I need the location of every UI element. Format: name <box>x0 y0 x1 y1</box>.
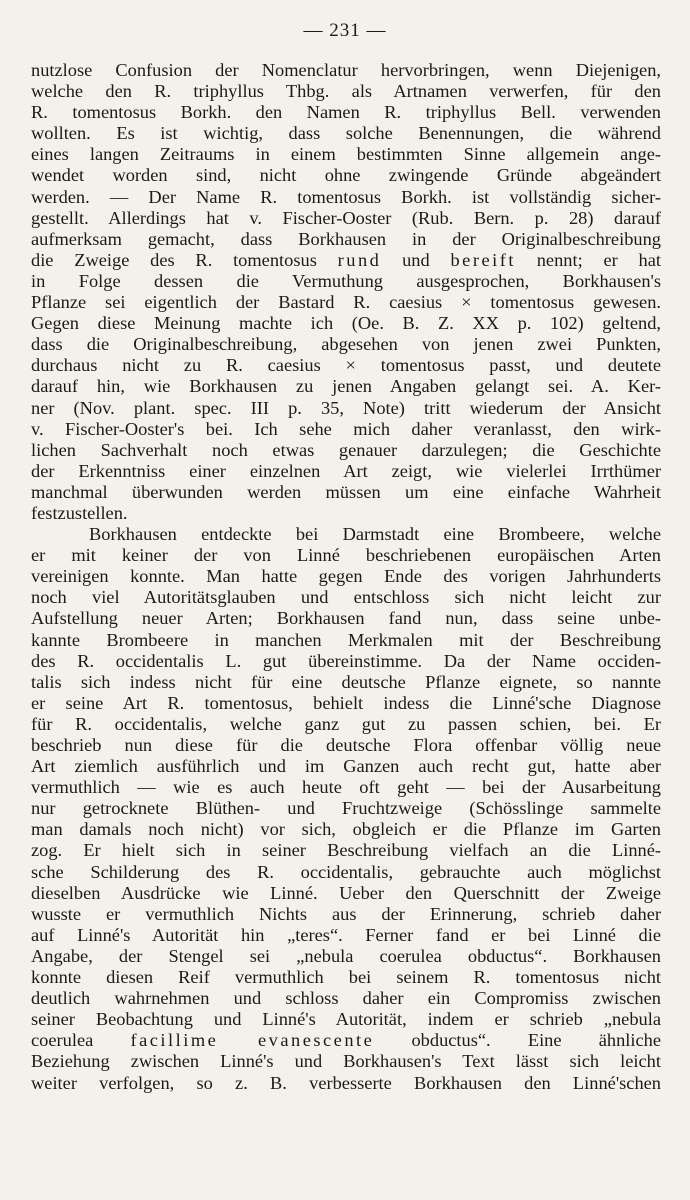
text-run: darauf hin, wie Borkhausen zu jenen Angaben gelangt sei. A. Ker- <box>31 376 661 397</box>
text-line <box>31 819 661 840</box>
text-run: Art ziemlich ausführlich und im Ganzen auch recht gut, hatte aber <box>31 756 661 777</box>
text-run: konnte diesen Reif vermuthlich bei seinem R. tomentosus nicht <box>31 967 661 988</box>
text-run: vereinigen konnte. Man hatte gegen Ende des vorigen Jahrhunderts <box>31 566 661 587</box>
text-run: lichen Sachverhalt noch etwas genauer darzulegen; die Geschichte <box>31 439 661 460</box>
text-line <box>31 271 661 292</box>
spaced-emphasis: rund <box>337 249 382 270</box>
text-line <box>31 376 661 397</box>
text-run: kannte Brombeere in manchen Merkmalen mit der Beschreibung <box>31 629 661 650</box>
text-line <box>31 229 661 250</box>
text-run: manchmal überwunden werden müssen um eine einfache Wahrheit <box>31 481 661 502</box>
text-run: wusste er vermuthlich Nichts aus der Erinnerung, schrieb daher <box>31 903 661 924</box>
text-run: festzustellen. <box>31 502 128 523</box>
text-line <box>31 988 661 1009</box>
text-run: Aufstellung neuer Arten; Borkhausen fand nun, dass seine unbe- <box>31 608 661 629</box>
text-line <box>31 566 661 587</box>
spaced-emphasis: bereift <box>450 249 516 270</box>
text-run: er mit keiner der von Linné beschriebenen europäischen Arten <box>31 545 661 566</box>
text-line <box>31 123 661 144</box>
text-line <box>31 102 661 123</box>
text-line <box>31 60 661 81</box>
text-line <box>31 630 661 651</box>
text-run: werden. — Der Name R. tomentosus Borkh. ist vollständig sicher- <box>31 186 661 207</box>
text-line <box>31 1073 661 1094</box>
text-run: Borkhausen entdeckte bei Darmstadt eine Brombeere, welche <box>89 524 661 545</box>
text-line <box>31 1009 661 1030</box>
text-line <box>31 1051 661 1072</box>
text-run: vermuthlich — wie es auch heute oft geht — bei der Ausarbeitung <box>31 777 661 798</box>
text-run: dieselben Ausdrücke wie Linné. Ueber den Querschnitt der Zweige <box>31 882 661 903</box>
text-run: talis sich indess nicht für eine deutsche Pflanze eignete, so nannte <box>31 671 661 692</box>
text-line <box>31 967 661 988</box>
text-line <box>31 672 661 693</box>
text-line <box>31 165 661 186</box>
page-number: — 231 — <box>303 20 387 41</box>
text-line <box>31 862 661 883</box>
text-run: auf Linné's Autorität hin „teres“. Ferner fand er bei Linné die <box>31 924 661 945</box>
text-run: man damals noch nicht) vor sich, obgleich er die Pflanze im Garten <box>31 819 661 840</box>
text-run: obductus“. Eine ähnliche <box>374 1030 661 1051</box>
text-line <box>31 313 661 334</box>
text-run: dass die Originalbeschreibung, abgesehen von jenen zwei Punkten, <box>31 334 661 355</box>
text-run: coerulea <box>31 1030 131 1051</box>
text-run: ner (Nov. plant. spec. III p. 35, Note) tritt wiederum der Ansicht <box>31 397 661 418</box>
text-line <box>31 187 661 208</box>
text-run: weiter verfolgen, so z. B. verbesserte Borkhausen den Linné'schen <box>31 1072 661 1093</box>
text-run: gestellt. Allerdings hat v. Fischer-Ooster (Rub. Bern. p. 28) darauf <box>31 207 661 228</box>
text-run: beschrieb nun diese für die deutsche Flora offenbar völlig neue <box>31 735 661 755</box>
text-line <box>31 419 661 440</box>
text-run: in Folge dessen die Vermuthung ausgesprochen, Borkhausen's <box>31 270 661 291</box>
text-run: aufmerksam gemacht, dass Borkhausen in der Originalbeschreibung <box>31 228 661 249</box>
text-line <box>31 693 661 714</box>
text-line <box>31 904 661 925</box>
text-line <box>31 946 661 967</box>
text-run: nur getrocknete Blüthen- und Fruchtzweige (Schösslinge sammelte <box>31 798 661 819</box>
text-run: eines langen Zeitraums in einem bestimmten Sinne allgemein ange- <box>31 144 661 165</box>
text-run: und <box>381 249 451 270</box>
text-run: sche Schilderung des R. occidentalis, gebrauchte auch möglichst <box>31 861 661 882</box>
text-run: wollten. Es ist wichtig, dass solche Benennungen, die während <box>31 123 661 144</box>
text-line <box>31 334 661 355</box>
body-text <box>31 60 661 1094</box>
text-line <box>31 608 661 629</box>
text-line <box>31 1030 661 1051</box>
text-line <box>31 81 661 102</box>
text-run: noch viel Autoritätsglauben und entschloss sich nicht leicht zur <box>31 587 661 608</box>
text-run: seiner Beobachtung und Linné's Autorität, indem er schrieb „nebula <box>31 1009 661 1030</box>
text-run: Beziehung zwischen Linné's und Borkhausen's Text lässt sich leicht <box>31 1051 661 1072</box>
text-run: R. tomentosus Borkh. den Namen R. triphyllus Bell. verwenden <box>31 102 661 123</box>
text-line <box>31 208 661 229</box>
text-run: nutzlose Confusion der Nomenclatur hervorbringen, wenn Diejenigen, <box>31 60 661 80</box>
text-line <box>31 398 661 419</box>
text-run: v. Fischer-Ooster's bei. Ich sehe mich daher veranlasst, den wirk- <box>31 418 661 439</box>
text-line <box>31 250 661 271</box>
text-run: nennt; er hat <box>515 249 661 270</box>
text-line <box>31 651 661 672</box>
text-run: zog. Er hielt sich in seiner Beschreibung vielfach an die Linné- <box>31 840 661 861</box>
text-line <box>31 461 661 482</box>
text-line <box>31 777 661 798</box>
text-run: deutlich wahrnehmen und schloss daher ein Compromiss zwischen <box>31 988 661 1009</box>
text-line <box>31 756 661 777</box>
text-line <box>31 925 661 946</box>
text-run: Pflanze sei eigentlich der Bastard R. caesius × tomentosus gewesen. <box>31 292 661 313</box>
text-run: Gegen diese Meinung machte ich (Oe. B. Z. XX p. 102) geltend, <box>31 313 661 334</box>
text-run: die Zweige des R. tomentosus <box>31 249 338 270</box>
text-run: welche den R. triphyllus Thbg. als Artnamen verwerfen, für den <box>31 81 661 102</box>
text-line <box>31 292 661 313</box>
text-line <box>31 798 661 819</box>
text-run: wendet worden sind, nicht ohne zwingende Gründe abgeändert <box>31 165 661 186</box>
text-run: des R. occidentalis L. gut übereinstimme. Da der Name occiden- <box>31 650 661 671</box>
text-line <box>31 144 661 165</box>
text-line <box>31 735 661 756</box>
text-run: der Erkenntniss einer einzelnen Art zeigt, wie vielerlei Irrthümer <box>31 460 661 481</box>
text-line <box>31 587 661 608</box>
text-line <box>31 840 661 861</box>
text-run: für R. occidentalis, welche ganz gut zu passen schien, bei. Er <box>31 713 661 734</box>
text-line <box>31 440 661 461</box>
spaced-emphasis: facillime evanescente <box>130 1030 375 1051</box>
text-run: durchaus nicht zu R. caesius × tomentosus passt, und deutete <box>31 355 661 376</box>
text-line <box>31 545 661 566</box>
text-line <box>31 883 661 904</box>
text-line <box>31 503 661 524</box>
text-run: er seine Art R. tomentosus, behielt indess die Linné'sche Diagnose <box>31 692 661 713</box>
text-line <box>31 714 661 735</box>
text-run: Angabe, der Stengel sei „nebula coerulea obductus“. Borkhausen <box>31 945 661 966</box>
text-line <box>31 524 661 545</box>
text-line <box>31 482 661 503</box>
text-line <box>31 355 661 376</box>
